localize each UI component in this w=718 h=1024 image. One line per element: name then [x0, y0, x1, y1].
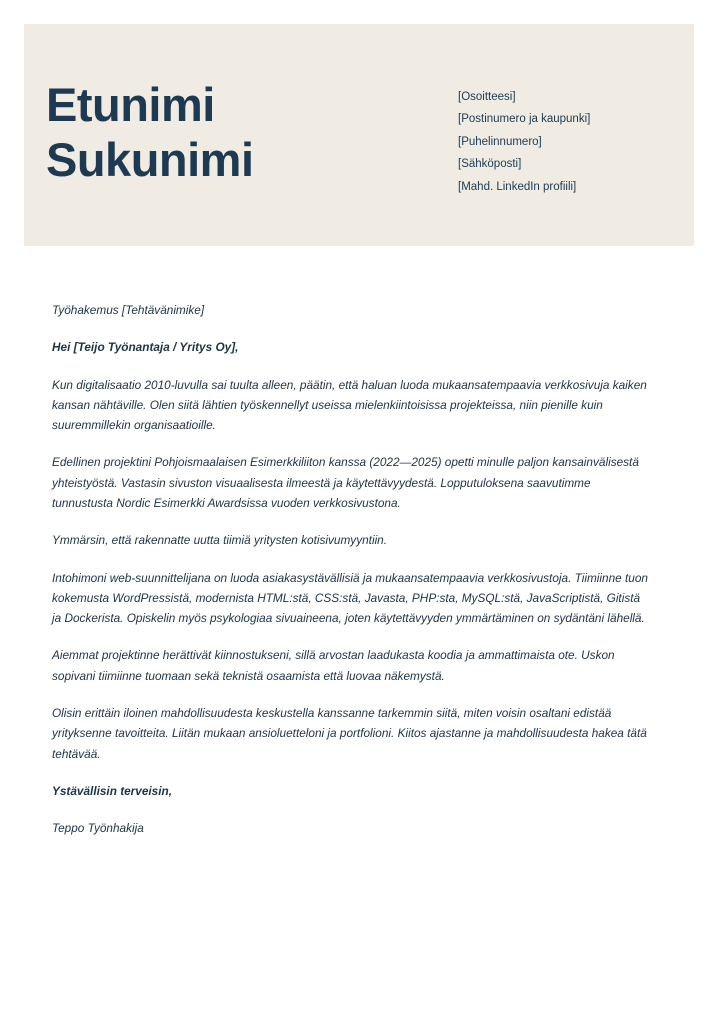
letter-salutation: Hei [Teijo Työnantaja / Yritys Oy],: [52, 340, 239, 355]
letter-paragraph-6: Olisin erittäin iloinen mahdollisuudesta keskustella kanssanne tarkemmin siitä, miten voisin osaltani edistää yrityksenne tavoitteita. Liitän mukaan ansioluetteloni ja portfolioni. Kiitos ajastanne ja mahdollisuudesta hakea tätä tehtävää.: [52, 705, 647, 761]
letter-paragraph-3: Ymmärsin, että rakennatte uutta tiimiä yritysten kotisivumyyntiin.: [52, 533, 388, 548]
letter-signature: Teppo Työnhakija: [52, 821, 144, 836]
contact-address: [Osoitteesi]: [458, 91, 516, 103]
applicant-name: [46, 78, 254, 188]
letter-paragraph-2: Edellinen projektini Pohjoismaalaisen Esimerkkiliiton kanssa (2022—2025) opetti minulle paljon kansainvälisestä yhteistyöstä. Vastasin sivuston visuaalisesta ilmeestä ja käytettävyydestä. Lopputuloksena saavutimme tunnustusta Nordic Esimerkki Awardsissa vuoden verkkosivustona.: [52, 455, 639, 510]
letter-sign-off: Ystävällisin terveisin,: [52, 783, 172, 798]
letter-paragraph-1: Kun digitalisaatio 2010-luvulla sai tuulta alleen, päätin, että haluan luoda mukaansatempaavia verkkosivuja kaiken kansan nähtäville. Olen siitä lähtien työskennellyt useissa mielenkiintoisissa projekteissa, niin pienille kuin suuremmillekin organisaatioille.: [52, 377, 647, 433]
letter-header-band: [24, 24, 694, 246]
contact-postal-city: [Postinumero ja kaupunki]: [458, 113, 591, 126]
letter-paragraph-5: Aiemmat projektinne herättivät kiinnostukseni, sillä arvostan laadukasta koodia ja ammattimaista ote. Uskon sopivani tiimiinne tuomaan sekä teknistä osaamista että luovaa näkemystä.: [52, 648, 615, 683]
letter-paragraph-4: Intohimoni web-suunnittelijana on luoda asiakasystävällisiä ja mukaansatempaavia verkkosivustoja. Tiimiinne tuon kokemusta WordPressistä, modernista HTML:stä, CSS:stä, Javasta, PHP:sta, MySQL:stä, JavaScriptistä, Gitistä ja Dockerista. Opiskelin myös psykologiaa sivuaineena, joten käytettävyyden ymmärtäminen on sydäntäni lähellä.: [52, 570, 648, 626]
letter-body: [52, 300, 652, 855]
applicant-first-name: Etunimi: [46, 78, 215, 131]
letter-subject: Työhakemus [Tehtävänimike]: [52, 303, 205, 317]
applicant-last-name: Sukunimi: [46, 132, 254, 186]
contact-phone: [Puhelinnumero]: [458, 135, 542, 148]
contact-email: [Sähköposti]: [458, 158, 522, 171]
contact-details: [458, 86, 590, 198]
contact-linkedin: [Mahd. LinkedIn profiili]: [458, 180, 577, 193]
